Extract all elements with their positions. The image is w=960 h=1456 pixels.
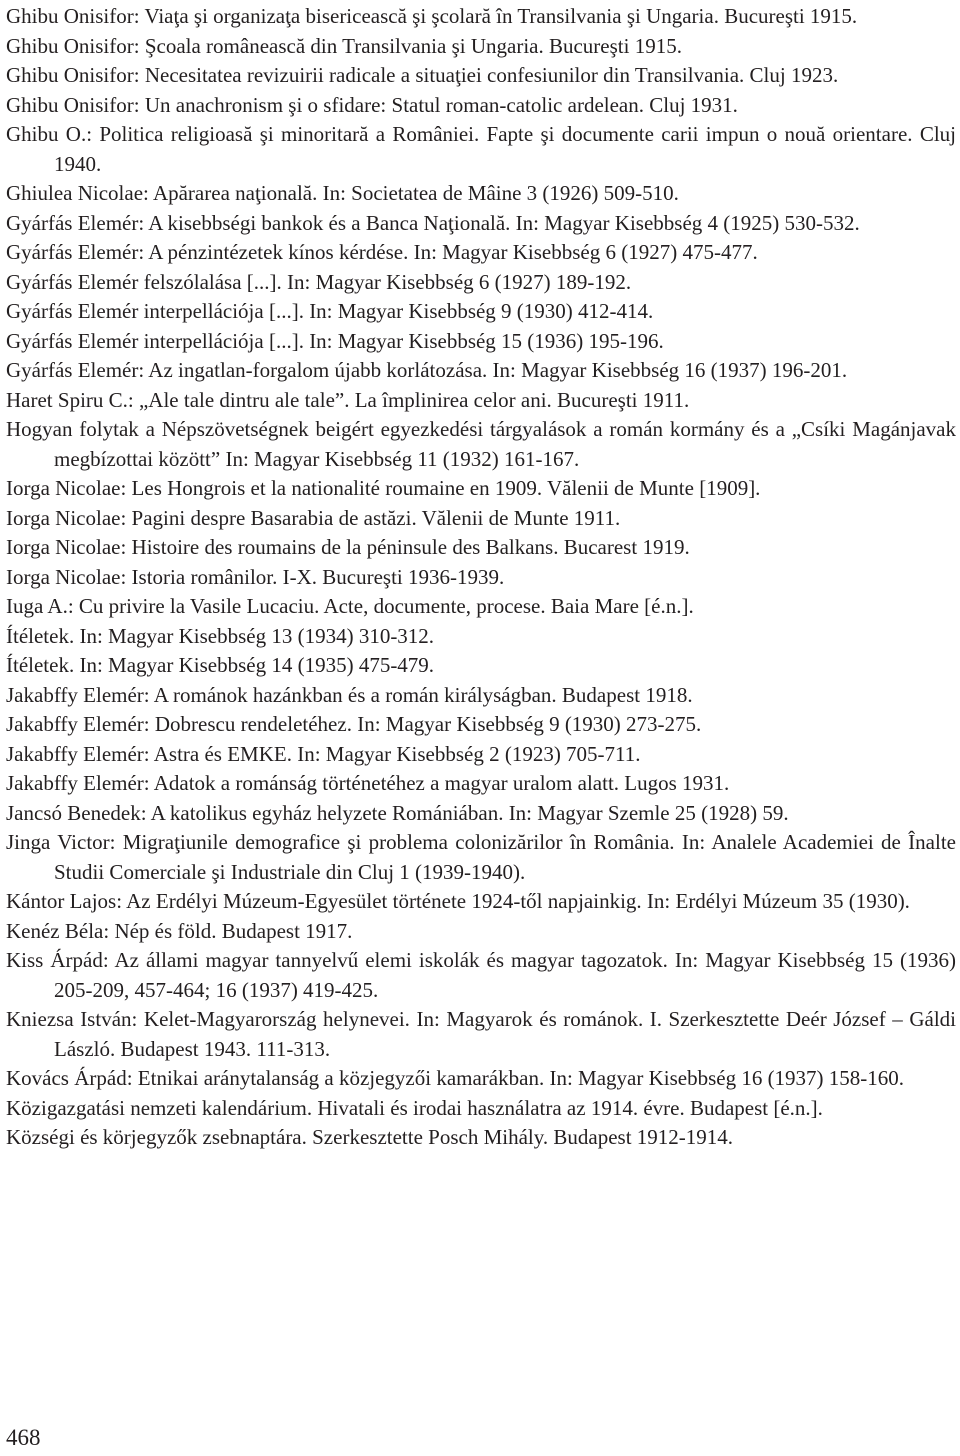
bibliography-entry: Kniezsa István: Kelet-Magyarország helynevei. In: Magyarok és románok. I. Szerkesztette Deér József – Gáldi László. Budapest 1943. 111-313. [6,1007,956,1061]
bibliography-entry: Jinga Victor: Migraţiunile demografice şi problema colonizărilor în România. In: Analele Academiei de Înalte Studii Comerciale şi Industriale din Cluj 1 (1939-1940). [6,830,956,884]
bibliography-entry: Haret Spiru C.: „Ale tale dintru ale tale”. La împlinirea celor ani. Bucureşti 1911. [6,387,690,412]
bibliography-entry: Községi és körjegyzők zsebnaptára. Szerkesztette Posch Mihály. Budapest 1912-1914. [6,1125,734,1149]
bibliography-entry: Gyárfás Elemér felszólalása [...]. In: Magyar Kisebbség 6 (1927) 189-192. [6,269,632,294]
bibliography-entry: Ghibu Onisifor: Un anachronism şi o sfidare: Statul roman-catolic ardelean. Cluj 1931. [6,92,738,117]
bibliography-entry: Ítéletek. In: Magyar Kisebbség 14 (1935) 475-479. [6,653,435,677]
bibliography-entry: Kenéz Béla: Nép és föld. Budapest 1917. [6,918,353,943]
bibliography-entry: Iorga Nicolae: Les Hongrois et la nationalité roumaine en 1909. Vălenii de Munte [1909]. [6,476,761,500]
bibliography-entry: Ghibu Onisifor: Viaţa şi organizaţa bisericească şi şcolară în Transilvania şi Ungaria. Bucureşti 1915. [6,4,858,28]
bibliography-list [6,2,956,1153]
bibliography-entry: Közigazgatási nemzeti kalendárium. Hivatali és irodai használatra az 1914. évre. Budapest [é.n.]. [6,1095,823,1120]
page-number: 468 [6,1425,41,1450]
bibliography-entry: Iuga A.: Cu privire la Vasile Lucaciu. Acte, documente, procese. Baia Mare [é.n.]. [6,594,694,618]
bibliography-entry: Gyárfás Elemér interpellációja [...]. In: Magyar Kisebbség 15 (1936) 195-196. [6,328,664,353]
bibliography-entry: Iorga Nicolae: Pagini despre Basarabia de astăzi. Vălenii de Munte 1911. [6,505,621,530]
bibliography-entry: Jakabffy Elemér: Adatok a románság történetéhez a magyar uralom alatt. Lugos 1931. [6,771,730,795]
bibliography-entry: Kovács Árpád: Etnikai aránytalanság a közjegyzői kamarákban. In: Magyar Kisebbség 16 (1937) 158-160. [6,1066,905,1090]
bibliography-entry: Ghibu O.: Politica religioasă şi minoritară a României. Fapte şi documente carii impun o nouă orientare. Cluj 1940. [6,122,956,176]
bibliography-entry: Iorga Nicolae: Istoria românilor. I-X. Bucureşti 1936-1939. [6,564,505,589]
bibliography-entry: Gyárfás Elemér: A kisebbségi bankok és a Banca Naţională. In: Magyar Kisebbség 4 (1925) 530-532. [6,210,860,235]
bibliography-entry: Ghibu Onisifor: Şcoala românească din Transilvania şi Ungaria. Bucureşti 1915. [6,33,682,58]
bibliography-entry: Gyárfás Elemér: Az ingatlan-forgalom újabb korlátozása. In: Magyar Kisebbség 16 (1937) 196-201. [6,358,848,382]
bibliography-entry: Ghibu Onisifor: Necesitatea revizuirii radicale a situaţiei confesiunilor din Transilvania. Cluj 1923. [6,63,839,87]
bibliography-entry: Jakabffy Elemér: Dobrescu rendeletéhez. In: Magyar Kisebbség 9 (1930) 273-275. [6,712,702,736]
bibliography-entry: Kántor Lajos: Az Erdélyi Múzeum-Egyesület története 1924-től napjainkig. In: Erdélyi Múzeum 35 (1930). [6,889,910,913]
bibliography-entry: Iorga Nicolae: Histoire des roumains de la péninsule des Balkans. Bucarest 1919. [6,535,690,559]
bibliography-entry: Hogyan folytak a Népszövetségnek beigért egyezkedési tárgyalások a román kormány és a „Csíki Magánjavak megbízottai között” In: Magyar Kisebbség 11 (1932) 161-167. [6,417,956,471]
bibliography-entry: Kiss Árpád: Az állami magyar tannyelvű elemi iskolák és magyar tagozatok. In: Magyar Kisebbség 15 (1936) 205-209, 457-464; 16 (1937) 419-425. [6,948,956,1002]
bibliography-entry: Jakabffy Elemér: A románok hazánkban és a román királyságban. Budapest 1918. [6,682,693,707]
bibliography-entry: Gyárfás Elemér interpellációja [...]. In: Magyar Kisebbség 9 (1930) 412-414. [6,299,654,323]
bibliography-entry: Ghiulea Nicolae: Apărarea naţională. In: Societatea de Mâine 3 (1926) 509-510. [6,181,679,205]
bibliography-entry: Jancsó Benedek: A katolikus egyház helyzete Romániában. In: Magyar Szemle 25 (1928) 59. [6,800,789,825]
bibliography-entry: Gyárfás Elemér: A pénzintézetek kínos kérdése. In: Magyar Kisebbség 6 (1927) 475-477. [6,240,758,264]
bibliography-entry: Ítéletek. In: Magyar Kisebbség 13 (1934) 310-312. [6,623,435,648]
bibliography-entry: Jakabffy Elemér: Astra és EMKE. In: Magyar Kisebbség 2 (1923) 705-711. [6,741,641,766]
